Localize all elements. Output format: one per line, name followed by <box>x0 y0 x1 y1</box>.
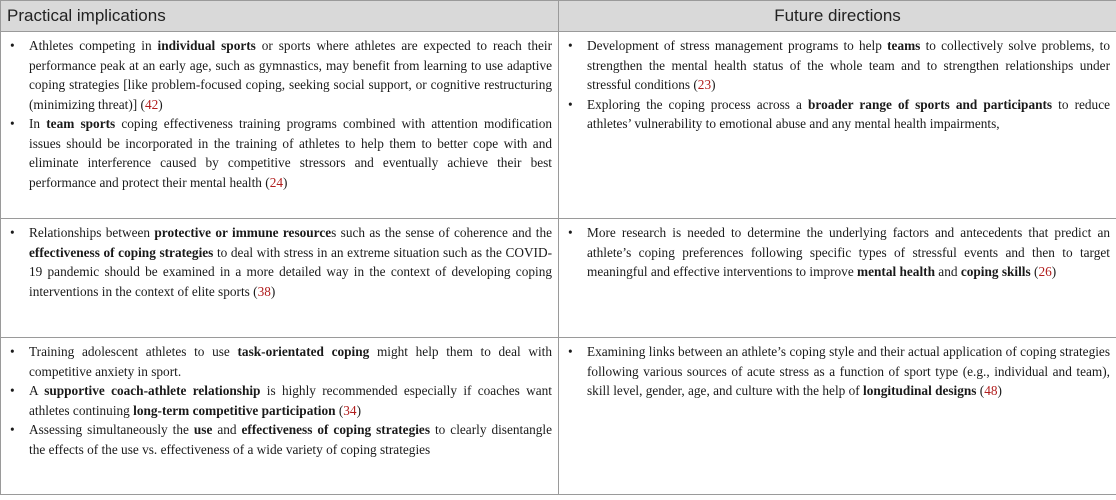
table-row <box>1 338 1116 495</box>
list-item: • Examining links between an athlete’s coping style and their actual application of coping strategies following various sources of acute stress as a function of sport type (e.g., individual and team), skill level, gender, age, and culture with the help of longitudinal designs (48) <box>565 342 1110 401</box>
list-item: • A supportive coach-athlete relationship is highly recommended especially if coaches want athletes continuing long-term competitive participation (34) <box>7 381 552 420</box>
reference-link[interactable]: 23 <box>697 77 712 92</box>
list-item: • Training adolescent athletes to use task-orientated coping might help them to deal with competitive anxiety in sport. <box>7 342 552 381</box>
future-cell <box>559 32 1116 219</box>
practical-implications-header: Practical implications <box>1 1 559 32</box>
future-cell <box>559 219 1116 338</box>
practical-cell <box>1 32 559 219</box>
list-item: • Exploring the coping process across a broader range of sports and participants to reduce athletes’ vulnerability to emotional abuse and any mental health impairments, <box>565 95 1110 134</box>
table-row <box>1 219 1116 338</box>
reference-link[interactable]: 38 <box>257 283 271 299</box>
reference-link[interactable]: 24 <box>269 174 284 190</box>
reference-link[interactable]: 26 <box>1038 264 1052 279</box>
list-item: • More research is needed to determine the underlying factors and antecedents that predict an athlete’s coping preferences following specific types of stressful events and then to target meaningful and effective interventions to improve mental health and coping skills (26) <box>565 223 1110 282</box>
list-item: • In team sports coping effectiveness training programs combined with attention modification issues should be incorporated in the training of athletes to help them to better cope with and eliminate interference caused by competitive stressors and eventually achieve their best performance and protect their mental health (24) <box>7 114 552 192</box>
future-cell <box>559 338 1116 495</box>
table-row <box>1 32 1116 219</box>
list-item: • Assessing simultaneously the use and effectiveness of coping strategies to clearly disentangle the effects of the use vs. effectiveness of a wide variety of coping strategies <box>7 420 552 459</box>
future-directions-header: Future directions <box>559 1 1116 32</box>
list-item: • Athletes competing in individual sports or sports where athletes are expected to reach their performance peak at an early age, such as gymnastics, may benefit from learning to use adaptive coping strategies [like problem-focused coping, seeking social support, or cognitive restructuring (minimizing threat)] (42) <box>7 36 552 114</box>
reference-link[interactable]: 42 <box>144 96 159 112</box>
practical-cell <box>1 219 559 338</box>
reference-link[interactable]: 48 <box>984 383 998 398</box>
practical-cell <box>1 338 559 495</box>
list-item: • Development of stress management programs to help teams to collectively solve problems, to strengthen the mental health status of the whole team and to strengthen relationships under stressful conditions (23) <box>565 36 1110 95</box>
reference-link[interactable]: 34 <box>343 402 357 418</box>
list-item: • Relationships between protective or immune resources such as the sense of coherence and the effectiveness of coping strategies to deal with stress in an extreme situation such as the COVID-19 pandemic should be examined in a more detailed way in the context of developing coping interventions in the context of elite sports (38) <box>7 223 552 301</box>
header-row <box>1 1 1116 32</box>
